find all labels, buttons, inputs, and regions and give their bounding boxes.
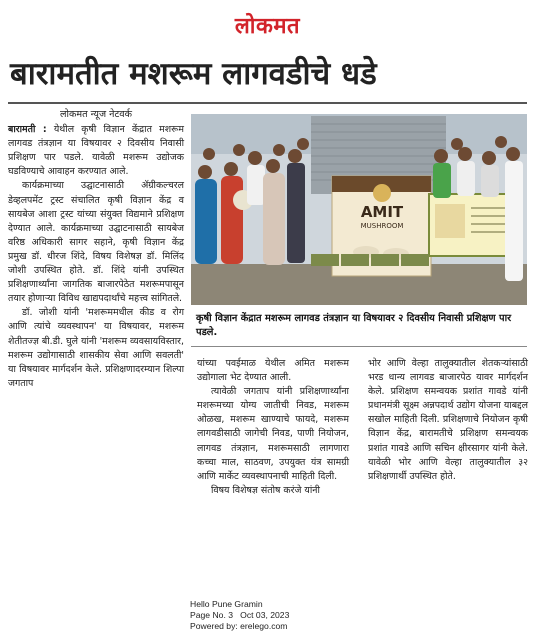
- news-photo: [191, 114, 527, 305]
- paragraph-text: येथील कृषी विज्ञान केंद्रात मशरूम लागवड तंत्रज्ञान या विषयावर २ दिवसीय निवासी प्रशिक्षण पार पडले. यावेळी मशरूम उद्योजक घडविण्याचे आवाहन करण्यात आले.: [8, 124, 184, 178]
- footer-publication: Hello Pune Gramin: [190, 599, 263, 609]
- photo-illustration: [191, 114, 527, 305]
- headline: बारामतीत मशरूम लागवडीचे धडे: [10, 56, 377, 92]
- article-paragraph: यांच्या पवईमाळ येथील अमित मशरूम उद्योगाला भेट देण्यात आली.: [197, 358, 349, 384]
- caption-rule: [191, 346, 527, 347]
- article-paragraph: त्यावेळी जगताप यांनी प्रशिक्षणार्थ्यांना मशरूमच्या योग्य जातीची निवड, मशरूम ओळख, मशरूम खाण्याचे फायदे, मशरूम लागवडीसाठी जागेची निवड, पाणी नियोजन, लागवड तंत्रज्ञान, मशरूमसाठी लागणारा कच्चा माल, साठवण, उपयुक्त यंत्र सामग्री आणि मार्केट व्यवस्थापनाची माहिती दिली.: [197, 386, 349, 482]
- page-footer: [190, 599, 350, 632]
- dateline: बारामती :: [8, 124, 47, 136]
- footer-powered-by[interactable]: Powered by: erelego.com: [190, 621, 288, 631]
- article-column-2: [197, 357, 349, 498]
- article-paragraph: [8, 123, 184, 179]
- article-paragraph: भोर आणि वेल्हा तालुक्यातील शेतकऱ्यांसाठी भरड धान्य लागवड बाजारपेठ यावर मार्गदर्शन केले. प्रशिक्षण समन्वयक प्रशांत गावडे यांनी प्रधानमंत्री सूक्ष्म अन्नपदार्थ उद्योग योजना याबद्दल सखोल माहिती दिली. प्रशिक्षणाचे नियोजन कृषी विज्ञान केंद्र, बारामतीचे प्रशिक्षण समन्वयक प्रशांत गावडे आणि सचिन क्षीरसागर यांनी केले. यावेळी भोर आणि वेल्हा तालुक्यातील ३२ प्रशिक्षणार्थी उपस्थित होते.: [368, 358, 528, 482]
- banner-sub: MUSHROOM: [360, 222, 404, 230]
- masthead-logo: लोकमत: [234, 14, 301, 39]
- agency-line: लोकमत न्यूज नेटवर्क: [59, 109, 133, 120]
- banner-brand: AMIT: [360, 203, 404, 221]
- article-paragraph: कार्यक्रमाच्या उद्घाटनासाठी ॲग्रीकल्चरल डेव्हलपमेंट ट्रस्ट संचालित कृषी विज्ञान केंद्र व सायबेज आशा ट्रस्ट यांच्या संयुक्त विद्यमाने प्रशिक्षण देण्यात आले. कार्यक्रमाच्या उद्घाटनासाठी सायबेज वरिष्ठ अधिकारी सागर सहाने, कृषी विज्ञान केंद्र प्रमुख डॉ. धीरज शिंदे, विषय विशेषज्ञ डॉ. मिलिंद जोशी उपस्थित होते. डॉ. शिंदे यांनी उपस्थित प्रशिक्षणार्थ्यांना जागतिक बाजारपेठेत मशरूमपासून तयार होणाऱ्या विविध खाद्यपदार्थांचे महत्त्व सांगितले.: [8, 180, 184, 305]
- photo-caption: कृषी विज्ञान केंद्रात मशरूम लागवड तंत्रज्ञान या विषयावर २ दिवसीय निवासी प्रशिक्षण पार पडले.: [196, 313, 512, 338]
- masthead: [0, 0, 535, 46]
- article-paragraph: विषय विशेषज्ञ संतोष करंजे यांनी: [211, 484, 320, 496]
- footer-page-date: Page No. 3 Oct 03, 2023: [190, 610, 290, 620]
- article-paragraph: डॉ. जोशी यांनी 'मशरूममधील कीड व रोग आणि त्यांचे व्यवस्थापन' या विषयावर, मशरूम शेतीतज्ज्ञ बी.डी. घुले यांनी 'मशरूम व्यवसायविस्तार, मशरूम उद्योगासाठी शासकीय सेवा आणि सवलती' या विषयावर मार्गदर्शन केले. प्रशिक्षणादरम्यान शिल्पा जगताप: [8, 307, 184, 389]
- article-column-1: [8, 108, 184, 391]
- article-column-3: [368, 357, 528, 484]
- headline-rule: [8, 102, 527, 104]
